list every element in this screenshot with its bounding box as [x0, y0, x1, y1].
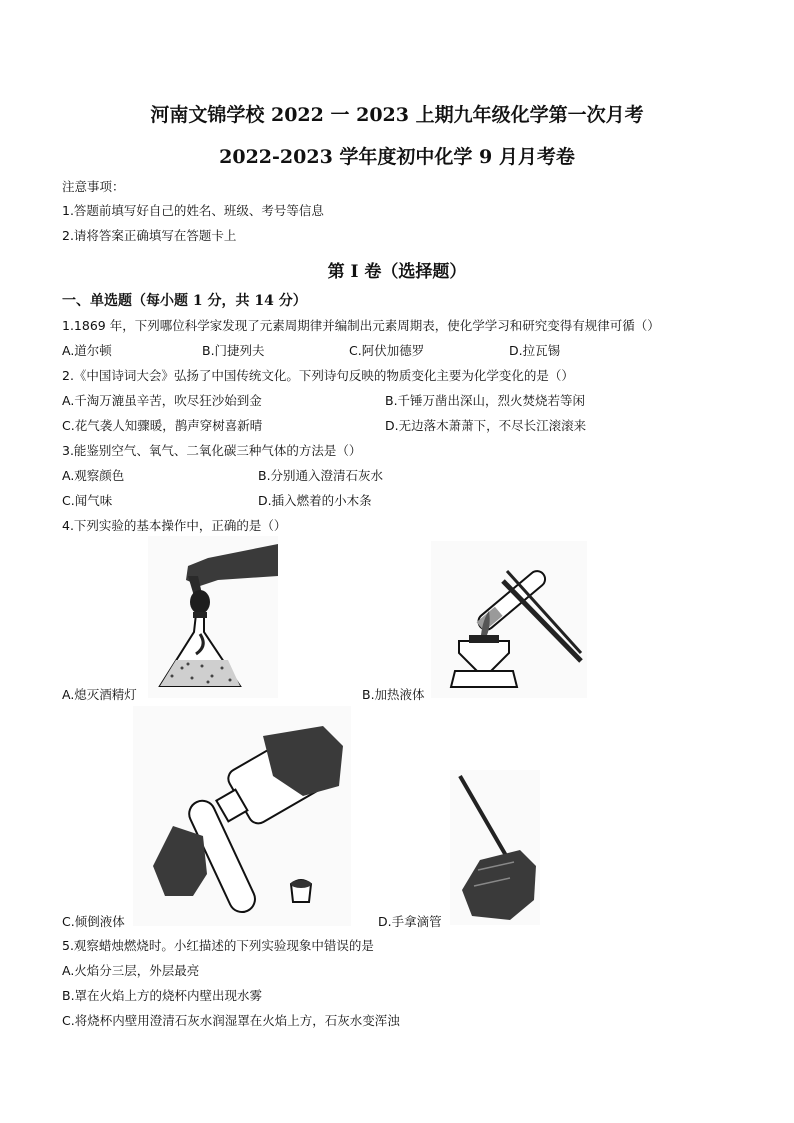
q1-stem: 1.1869 年，下列哪位科学家发现了元素周期律并编制出元素周期表，使化学学习和研究变得有规律可循（） — [62, 318, 660, 333]
q1-option-a: A.道尔顿 — [62, 343, 112, 358]
note-item-1: 1.答题前填写好自己的姓名、班级、考号等信息 — [62, 203, 324, 218]
figure-heating-liquid — [431, 541, 587, 698]
q2-option-a: A.千淘万漉虽辛苦，吹尽狂沙始到金 — [62, 393, 262, 408]
q4-option-c: C.倾倒液体 — [62, 914, 125, 929]
q1-option-d: D.拉瓦锡 — [509, 343, 561, 358]
exam-subtitle: 2022-2023 学年度初中化学 9 月月考卷 — [219, 146, 575, 168]
q4-option-b: B.加热液体 — [362, 687, 425, 702]
q3-stem: 3.能鉴别空气、氧气、二氧化碳三种气体的方法是（） — [62, 443, 362, 458]
q2-option-b: B.千锤万凿出深山，烈火焚烧若等闲 — [385, 393, 586, 408]
note-item-2: 2.请将答案正确填写在答题卡上 — [62, 228, 237, 243]
q3-option-a: A.观察颜色 — [62, 468, 125, 483]
q2-option-c: C.花气袭人知骤暖，鹊声穿树喜新晴 — [62, 418, 263, 433]
section-title: 第 I 卷（选择题） — [327, 262, 467, 282]
q4-stem: 4.下列实验的基本操作中，正确的是（） — [62, 518, 287, 533]
q5-option-b: B.罩在火焰上方的烧杯内壁出现水雾 — [62, 988, 263, 1003]
figure-pouring-liquid — [133, 706, 351, 926]
q2-stem: 2.《中国诗词大会》弘扬了中国传统文化。下列诗句反映的物质变化主要为化学变化的是（） — [62, 368, 574, 383]
figure-holding-dropper — [450, 770, 540, 925]
exam-title: 河南文锦学校 2022 一 2023 上期九年级化学第一次月考 — [150, 104, 644, 126]
part-heading: 一、单选题（每小题 1 分，共 14 分） — [62, 293, 307, 309]
figure-extinguish-lamp — [148, 536, 278, 698]
q3-option-d: D.插入燃着的小木条 — [258, 493, 372, 508]
q2-option-d: D.无边落木萧萧下，不尽长江滚滚来 — [385, 418, 587, 433]
q4-option-a: A.熄灭酒精灯 — [62, 687, 137, 702]
q1-option-c: C.阿伏加德罗 — [349, 343, 425, 358]
q1-option-b: B.门捷列夫 — [202, 343, 265, 358]
q5-option-c: C.将烧杯内壁用澄清石灰水润湿罩在火焰上方，石灰水变浑浊 — [62, 1013, 400, 1028]
q3-option-b: B.分别通入澄清石灰水 — [258, 468, 384, 483]
q4-option-d: D.手拿滴管 — [378, 914, 442, 929]
q3-option-c: C.闻气味 — [62, 493, 113, 508]
q5-option-a: A.火焰分三层，外层最亮 — [62, 963, 200, 978]
notes-heading: 注意事项： — [62, 179, 125, 194]
q5-stem: 5.观察蜡烛燃烧时。小红描述的下列实验现象中错误的是 — [62, 938, 374, 953]
